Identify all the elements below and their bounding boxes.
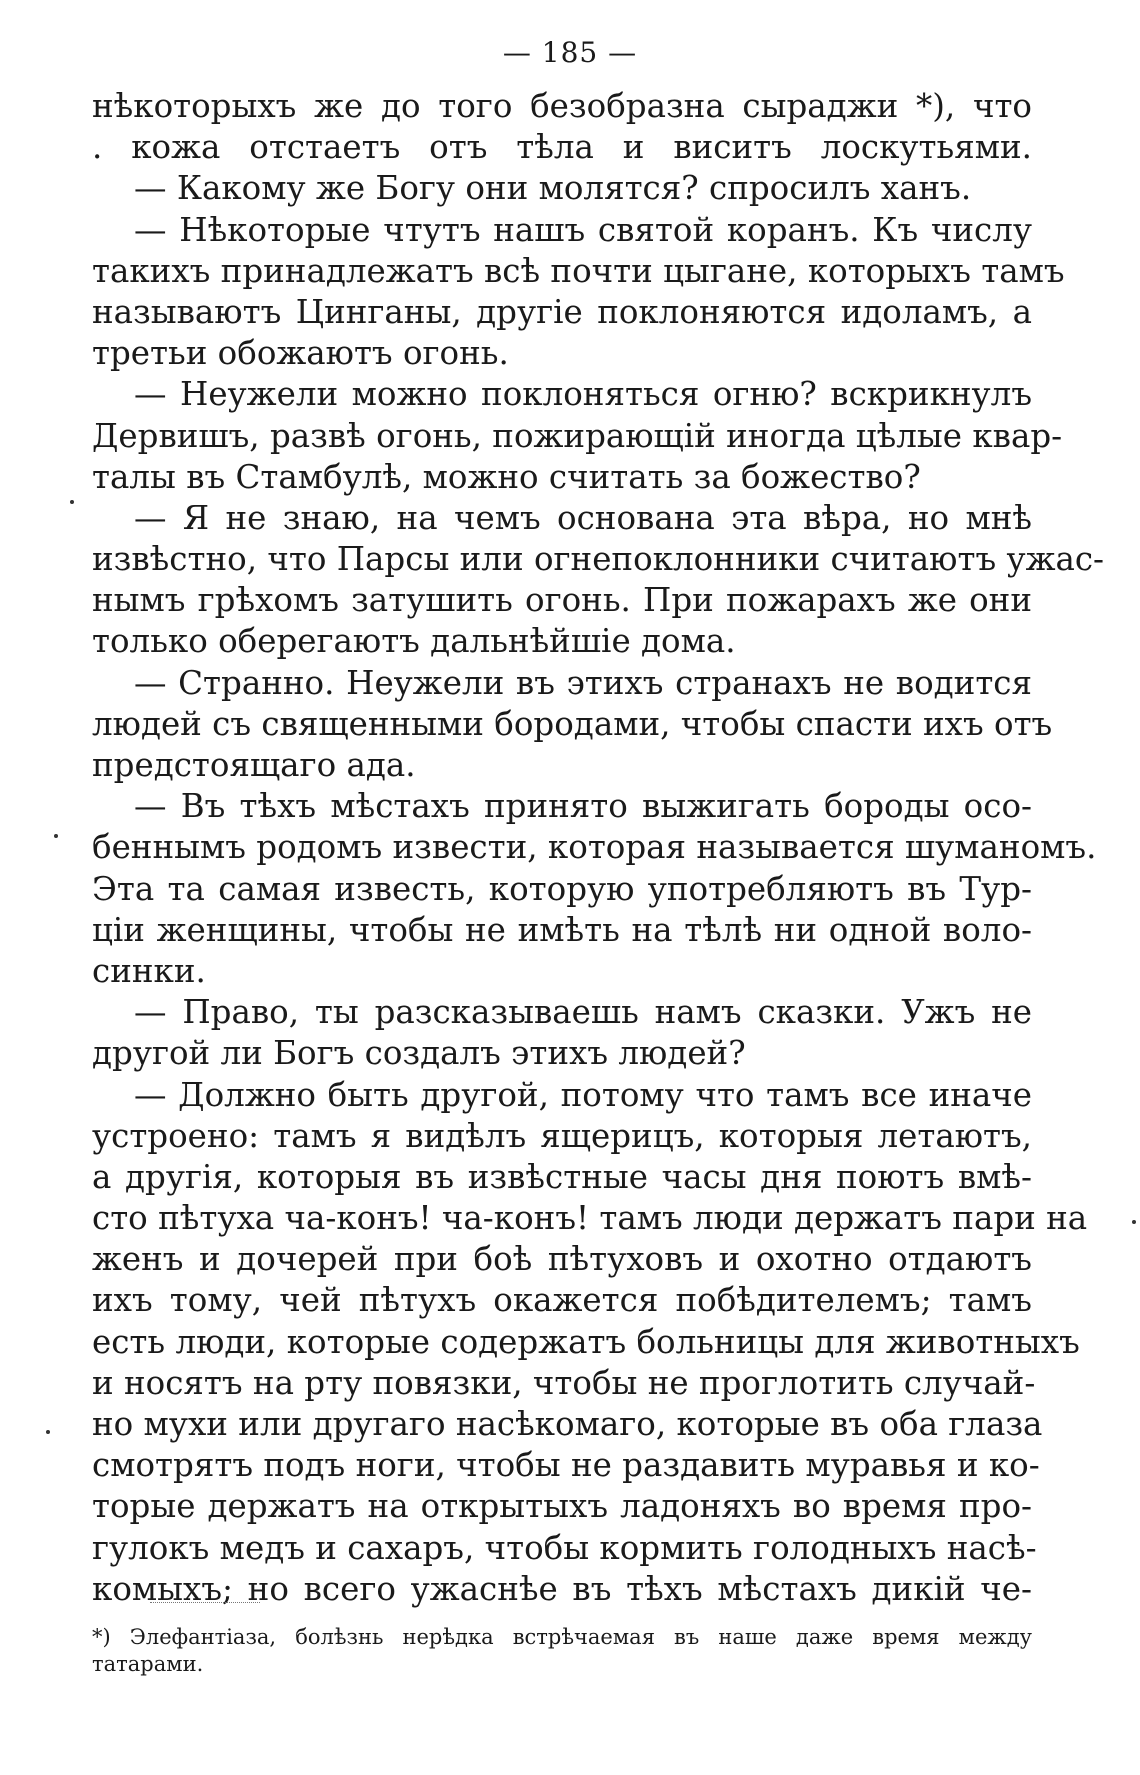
page-number: — 185 — bbox=[502, 36, 638, 69]
text-line: ціи женщины, чтобы не имѣть на тѣлѣ ни одной воло- bbox=[92, 910, 1032, 949]
text-line: женъ и дочерей при боѣ пѣтуховъ и охотно отдаютъ bbox=[92, 1240, 1032, 1279]
text-line: синки. bbox=[92, 951, 206, 990]
text-line: предстоящаго ада. bbox=[92, 746, 416, 784]
text-line: — Неужели можно поклоняться огню? вскрикнулъ bbox=[134, 375, 1032, 414]
text-line: . кожа отстаетъ отъ тѣла и виситъ лоскутьями. bbox=[92, 128, 1032, 167]
text-line: третьи обожаютъ огонь. bbox=[92, 334, 509, 373]
text-line: и носятъ на рту повязки, чтобы не проглотить случай- bbox=[92, 1363, 1036, 1402]
text-line: другой ли Богъ создалъ этихъ людей? bbox=[92, 1034, 746, 1073]
text-line: — Нѣкоторые чтутъ нашъ святой коранъ. Къ числу bbox=[134, 210, 1032, 249]
print-speck bbox=[46, 1430, 50, 1434]
footnote-line: татарами. bbox=[92, 1652, 204, 1676]
text-line: Дервишъ, развѣ огонь, пожирающій иногда цѣлые квар- bbox=[92, 416, 1063, 455]
footnote bbox=[92, 1624, 1032, 1678]
text-line: называютъ Цинганы, другіе поклоняются идоламъ, а bbox=[92, 292, 1032, 331]
body-text bbox=[92, 86, 1105, 1610]
print-speck bbox=[70, 500, 74, 504]
text-line: торые держатъ на открытыхъ ладоняхъ во время про- bbox=[92, 1487, 1032, 1526]
text-line: — Право, ты разсказываешь намъ сказки. Ужъ не bbox=[134, 993, 1032, 1032]
print-speck bbox=[54, 834, 58, 838]
text-line: сто пѣтуха ча-конъ! ча-конъ! тамъ люди держатъ пари на bbox=[92, 1199, 1088, 1238]
text-line: — Странно. Неужели въ этихъ странахъ не водится bbox=[134, 663, 1032, 702]
text-line: извѣстно, что Парсы или огнепоклонники считаютъ ужас- bbox=[92, 540, 1105, 579]
text-line: людей съ священными бородами, чтобы спасти ихъ отъ bbox=[92, 704, 1053, 743]
text-line: — Я не знаю, на чемъ основана эта вѣра, но мнѣ bbox=[134, 498, 1032, 537]
text-line: гулокъ медъ и сахаръ, чтобы кормить голодныхъ насѣ- bbox=[92, 1528, 1037, 1567]
text-line: смотрятъ подъ ноги, чтобы не раздавить муравья и ко- bbox=[92, 1446, 1040, 1485]
text-line: ихъ тому, чей пѣтухъ окажется побѣдителемъ; тамъ bbox=[92, 1281, 1032, 1320]
text-line: комыхъ; но всего ужаснѣе въ тѣхъ мѣстахъ дикій че- bbox=[92, 1569, 1032, 1608]
print-speck bbox=[1132, 1220, 1136, 1224]
text-line: Эта та самая известь, которую употребляютъ въ Тур- bbox=[92, 869, 1032, 908]
footnote-divider bbox=[150, 1602, 260, 1603]
text-line: нымъ грѣхомъ затушить огонь. При пожарахъ же они bbox=[92, 581, 1032, 620]
footnote-line: *) Элефантіаза, болѣзнь нерѣдка встрѣчаемая въ наше даже время между bbox=[92, 1625, 1032, 1649]
text-line: есть люди, которые содержатъ больницы для животныхъ bbox=[92, 1322, 1080, 1361]
text-line: — Какому же Богу они молятся? спросилъ ханъ. bbox=[134, 169, 972, 208]
text-line: нѣкоторыхъ же до того безобразна сыраджи *), что bbox=[92, 87, 1032, 125]
text-line: но мухи или другаго насѣкомаго, которые въ оба глаза bbox=[92, 1405, 1043, 1443]
text-line: а другія, которыя въ извѣстные часы дня поютъ вмѣ- bbox=[92, 1157, 1032, 1196]
text-line: беннымъ родомъ извести, которая называется шуманомъ. bbox=[92, 828, 1097, 867]
text-line: устроено: тамъ я видѣлъ ящерицъ, которыя летаютъ, bbox=[92, 1116, 1032, 1155]
text-line: — Должно быть другой, потому что тамъ все иначе bbox=[134, 1075, 1032, 1114]
text-line: только оберегаютъ дальнѣйшіе дома. bbox=[92, 622, 736, 661]
text-line: такихъ принадлежатъ всѣ почти цыгане, которыхъ тамъ bbox=[92, 251, 1065, 290]
text-line: — Въ тѣхъ мѣстахъ принято выжигать бороды осо- bbox=[134, 787, 1032, 826]
text-line: талы въ Стамбулѣ, можно считать за божество? bbox=[92, 457, 921, 496]
